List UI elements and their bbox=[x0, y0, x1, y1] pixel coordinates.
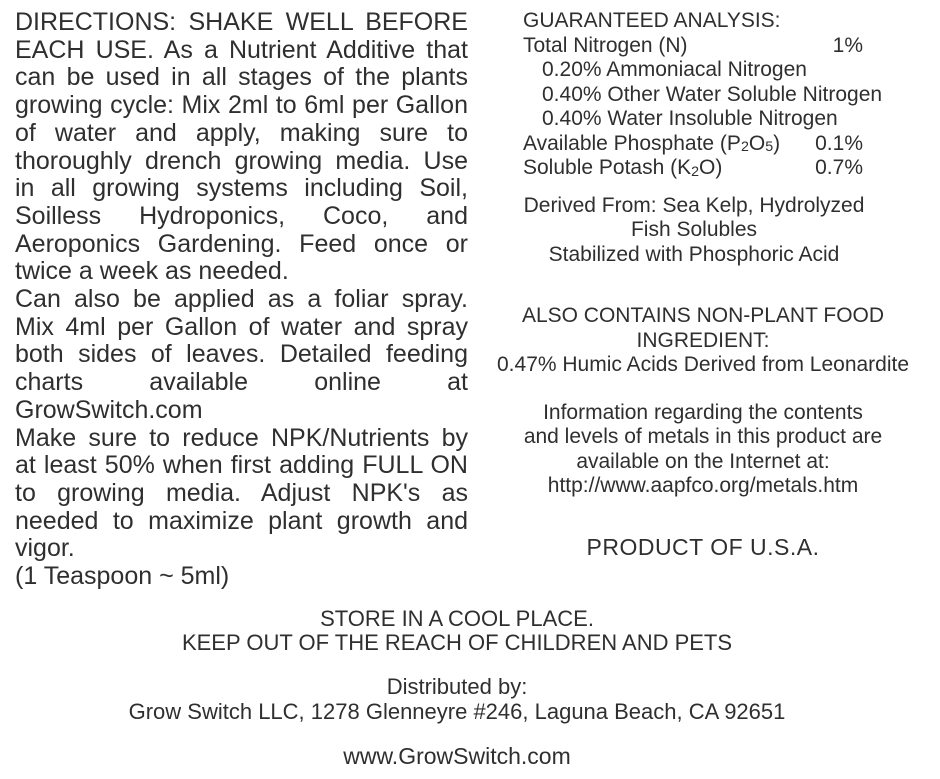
storage-warning-line: KEEP OUT OF THE REACH OF CHILDREN AND PETS bbox=[181, 629, 733, 655]
directions-paragraph-2: Can also be applied as a foliar spray. Mix 4ml per Gallon of water and spray both sides of leaves. Detailed feeding charts available online at GrowSwitch.com bbox=[15, 285, 468, 424]
analysis-column bbox=[497, 9, 909, 561]
total-nitrogen-value: 1% bbox=[832, 33, 863, 57]
non-plant-food-line: 0.47% Humic Acids Derived from Leonardite bbox=[497, 353, 910, 376]
phosphate-label: Available Phosphate $(P_2O_5)$ bbox=[523, 131, 781, 156]
potash-label: Soluble Potash $(K_2O)$ bbox=[523, 156, 723, 180]
distributor-block bbox=[0, 674, 927, 724]
teaspoon-note: (1 Teaspoon ~ 5ml) bbox=[15, 562, 230, 591]
nitrogen-breakdown-item: 0.20% Ammoniacal Nitrogen bbox=[542, 58, 807, 81]
product-origin: PRODUCT OF U.S.A. bbox=[586, 533, 820, 560]
nitrogen-breakdown-item: 0.40% Water Insoluble Nitrogen bbox=[542, 107, 838, 130]
subscript-2: 2 bbox=[740, 139, 749, 156]
metals-info-line: Information regarding the contents bbox=[543, 400, 863, 424]
subscript-2: 2 bbox=[691, 163, 700, 180]
distributor-heading: Distributed by: bbox=[386, 674, 528, 699]
website-url: www.GrowSwitch.com bbox=[343, 743, 571, 769]
metals-info-line: and levels of metals in this product are bbox=[523, 425, 883, 448]
derived-from-block bbox=[479, 194, 909, 268]
metals-url: http://www.aapfco.org/metals.htm bbox=[547, 474, 859, 497]
footer-block bbox=[0, 607, 927, 769]
storage-warning-line: STORE IN A COOL PLACE. bbox=[320, 606, 594, 631]
directions-paragraph-1: DIRECTIONS: SHAKE WELL BEFORE EACH USE. As a Nutrient Additive that can be used in all stages of the plants growing cycle: Mix 2ml to 6ml per Gallon of water and apply, making sure to thoroughly drench growing media. Use in all growing systems including Soil, Soilless Hydroponics, Coco, and Aeroponics Gardening. Feed once or twice a week as needed. bbox=[15, 8, 468, 286]
total-nitrogen-label: Total Nitrogen (N) bbox=[523, 33, 688, 57]
derived-from-line: Stabilized with Phosphoric Acid bbox=[548, 242, 840, 266]
analysis-row-total-nitrogen bbox=[497, 34, 909, 59]
metals-info-line: available on the Internet at: bbox=[576, 449, 830, 473]
nitrogen-breakdown-item: 0.40% Other Water Soluble Nitrogen bbox=[542, 82, 883, 106]
directions-column bbox=[15, 9, 468, 591]
derived-from-line: Derived From: Sea Kelp, Hydrolyzed bbox=[523, 193, 865, 217]
analysis-row-potash bbox=[497, 156, 909, 181]
storage-warning bbox=[0, 607, 927, 654]
phosphate-value: 0.1% bbox=[815, 131, 863, 155]
directions-paragraph-3: Make sure to reduce NPK/Nutrients by at least 50% when first adding FULL ON to growing media. Adjust NPK's as needed to maximize plant growth and vigor. bbox=[15, 423, 468, 563]
non-plant-food-line: INGREDIENT: bbox=[636, 328, 770, 352]
distributor-address: Grow Switch LLC, 1278 Glenneyre #246, Laguna Beach, CA 92651 bbox=[128, 699, 786, 724]
non-plant-food-line: ALSO CONTAINS NON-PLANT FOOD bbox=[521, 304, 885, 327]
analysis-row-phosphate bbox=[497, 132, 909, 157]
metals-info-block bbox=[497, 401, 909, 499]
potash-value: 0.7% bbox=[815, 156, 863, 179]
guaranteed-analysis-heading: GUARANTEED ANALYSIS: bbox=[523, 9, 781, 32]
subscript-5: 5 bbox=[765, 139, 774, 156]
non-plant-food-block bbox=[497, 304, 909, 378]
derived-from-line: Fish Solubles bbox=[630, 218, 758, 241]
